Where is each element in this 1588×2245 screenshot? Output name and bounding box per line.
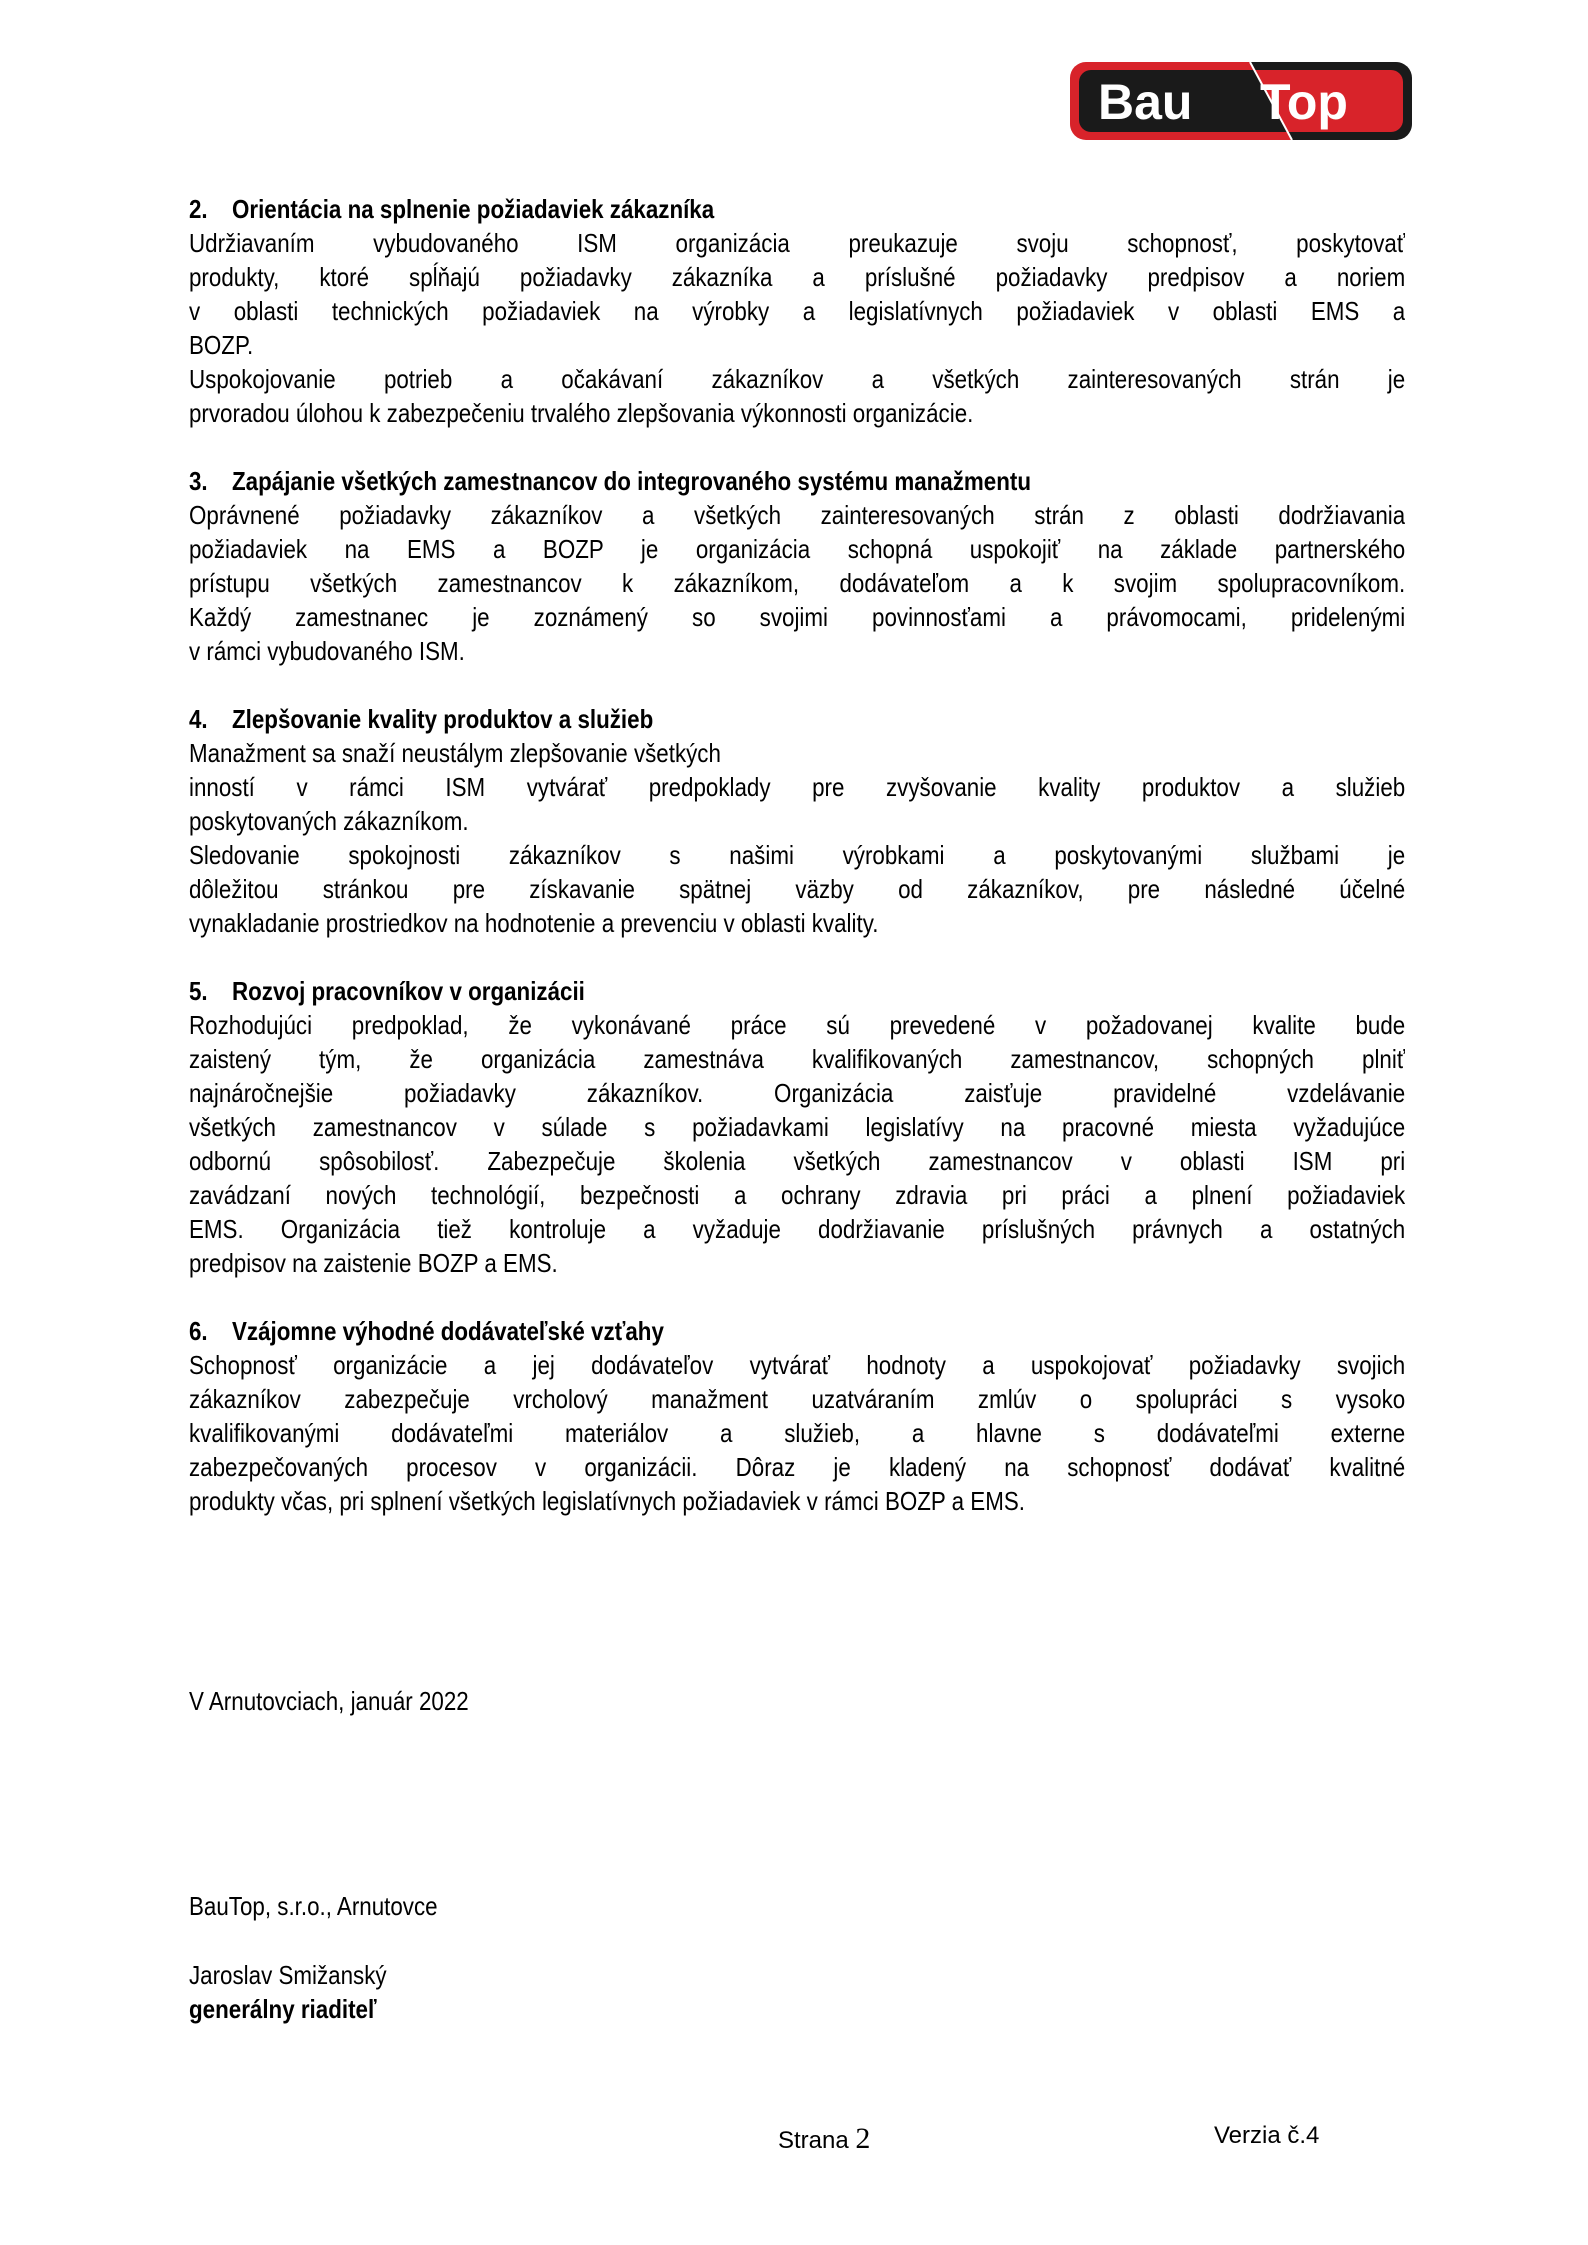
- paragraph-line: produkty včas, pri splnení všetkých legislatívnych požiadaviek v rámci BOZP a EMS.: [189, 1486, 1025, 1516]
- section-number: 4.: [189, 704, 208, 734]
- section-heading: [189, 1314, 1405, 1348]
- section-spacer: [189, 430, 1405, 464]
- page-label: Strana: [778, 2127, 849, 2154]
- paragraph-line: v oblasti technických požiadaviek na výrobky a legislatívnych požiadaviek v oblasti EMS a: [189, 296, 1406, 326]
- paragraph-line: predpisov na zaistenie BOZP a EMS.: [189, 1248, 558, 1278]
- paragraph-line: Manažment sa snaží neustálym zlepšovanie všetkých: [189, 738, 721, 768]
- section-heading: [189, 702, 1405, 736]
- paragraph-line: Udržiavaním vybudovaného ISM organizácia preukazuje svoju schopnosť, poskytovať: [189, 228, 1406, 258]
- logo-text-bau: Bau: [1098, 74, 1193, 130]
- paragraph-line: Každý zamestnanec je zoznámený so svojimi povinnosťami a právomocami, pridelenými: [189, 602, 1406, 632]
- paragraph-line: Rozhodujúci predpoklad, že vykonávané práce sú prevedené v požadovanej kvalite bude: [189, 1010, 1406, 1040]
- section-heading: [189, 464, 1405, 498]
- paragraph-line: prvoradou úlohou k zabezpečeniu trvalého zlepšovania výkonnosti organizácie.: [189, 398, 974, 428]
- paragraph-line: zavádzaní nových technológií, bezpečnosti a ochrany zdravia pri práci a plnení požiadaviek: [189, 1180, 1406, 1210]
- page-indicator: [778, 2122, 870, 2156]
- paragraph-line: v rámci vybudovaného ISM.: [189, 636, 465, 666]
- section-spacer: [189, 668, 1405, 702]
- paragraph-line: najnáročnejšie požiadavky zákazníkov. Organizácia zaisťuje pravidelné vzdelávanie: [189, 1078, 1406, 1108]
- paragraph-line: prístupu všetkých zamestnancov k zákazníkom, dodávateľom a k svojim spolupracovníkom.: [189, 568, 1406, 598]
- section-title: Zapájanie všetkých zamestnancov do integrovaného systému manažmentu: [232, 466, 1032, 496]
- paragraph-line: požiadaviek na EMS a BOZP je organizácia schopná uspokojiť na základe partnerského: [189, 534, 1406, 564]
- logo-text-top: Top: [1260, 74, 1348, 130]
- policy-section: [189, 192, 1405, 430]
- paragraph-line: zaistený tým, že organizácia zamestnáva kvalifikovaných zamestnancov, schopných plniť: [189, 1044, 1406, 1074]
- section-number: 5.: [189, 976, 208, 1006]
- paragraph-line: odbornú spôsobilosť. Zabezpečuje školenia všetkých zamestnancov v oblasti ISM pri: [189, 1146, 1406, 1176]
- section-heading: [189, 974, 1405, 1008]
- signatory-name: Jaroslav Smižanský: [189, 1960, 387, 1990]
- paragraph-line: Sledovanie spokojnosti zákazníkov s našimi výrobkami a poskytovanými službami je: [189, 840, 1406, 870]
- section-title: Vzájomne výhodné dodávateľské vzťahy: [232, 1316, 664, 1346]
- section-title: Zlepšovanie kvality produktov a služieb: [232, 704, 654, 734]
- policy-section: [189, 702, 1405, 940]
- paragraph-line: inností v rámci ISM vytvárať predpoklady pre zvyšovanie kvality produktov a služieb: [189, 772, 1406, 802]
- paragraph-line: produkty, ktoré spĺňajú požiadavky zákazníka a príslušné požiadavky predpisov a noriem: [189, 262, 1406, 292]
- policy-section: [189, 1314, 1405, 1518]
- section-number: 6.: [189, 1316, 208, 1346]
- section-spacer: [189, 1280, 1405, 1314]
- section-title: Orientácia na splnenie požiadaviek zákazníka: [232, 194, 715, 224]
- paragraph-line: dôležitou stránkou pre získavanie spätnej väzby od zákazníkov, pre následné účelné: [189, 874, 1406, 904]
- paragraph-line: Schopnosť organizácie a jej dodávateľov vytvárať hodnoty a uspokojovať požiadavky svojich: [189, 1350, 1406, 1380]
- document-body: [189, 192, 1405, 1518]
- section-heading: [189, 192, 1405, 226]
- paragraph-line: Uspokojovanie potrieb a očakávaní zákazníkov a všetkých zainteresovaných strán je: [189, 364, 1406, 394]
- paragraph-line: zákazníkov zabezpečuje vrcholový manažment uzatváraním zmlúv o spolupráci s vysoko: [189, 1384, 1406, 1414]
- place-date: V Arnutovciach, január 2022: [189, 1686, 469, 1716]
- signatory-title: generálny riaditeľ: [189, 1994, 377, 2024]
- company-name: BauTop, s.r.o., Arnutovce: [189, 1891, 438, 1921]
- paragraph-line: Oprávnené požiadavky zákazníkov a všetkých zainteresovaných strán z oblasti dodržiavania: [189, 500, 1406, 530]
- section-number: 2.: [189, 194, 208, 224]
- bautop-logo: [1070, 62, 1412, 140]
- page-number: 2: [855, 2122, 871, 2155]
- paragraph-line: poskytovaných zákazníkom.: [189, 806, 469, 836]
- section-spacer: [189, 940, 1405, 974]
- paragraph-line: všetkých zamestnancov v súlade s požiadavkami legislatívy na pracovné miesta vyžadujúce: [189, 1112, 1406, 1142]
- paragraph-line: EMS. Organizácia tiež kontroluje a vyžaduje dodržiavanie príslušných právnych a ostatných: [189, 1214, 1406, 1244]
- policy-section: [189, 974, 1405, 1280]
- paragraph-line: BOZP.: [189, 330, 254, 360]
- paragraph-line: zabezpečovaných procesov v organizácii. Dôraz je kladený na schopnosť dodávať kvalitné: [189, 1452, 1406, 1482]
- paragraph-line: vynakladanie prostriedkov na hodnotenie a prevenciu v oblasti kvality.: [189, 908, 879, 938]
- section-number: 3.: [189, 466, 208, 496]
- version-label: Verzia č.4: [1214, 2122, 1320, 2149]
- policy-section: [189, 464, 1405, 668]
- paragraph-line: kvalifikovanými dodávateľmi materiálov a služieb, a hlavne s dodávateľmi externe: [189, 1418, 1406, 1448]
- section-title: Rozvoj pracovníkov v organizácii: [232, 976, 585, 1006]
- logo-graphic: [1070, 62, 1412, 140]
